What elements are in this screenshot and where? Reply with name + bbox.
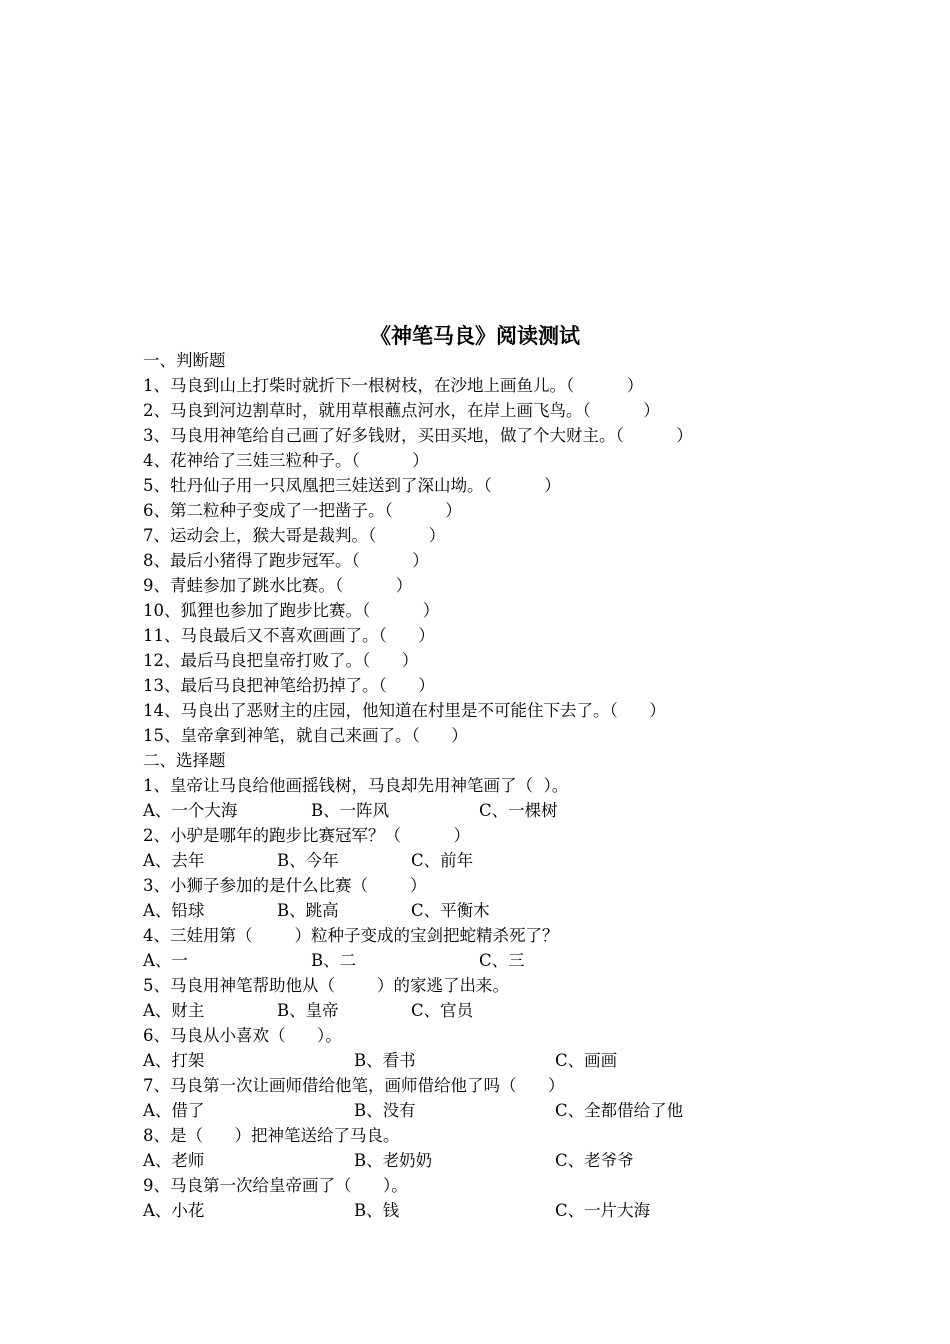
- tf-item-6: 6、第二粒种子变成了一把凿子。（ ）: [143, 501, 462, 520]
- mc-question-8: 8、是（ ）把神笔送给了马良。: [143, 1126, 400, 1145]
- mc-options-9: [143, 1198, 923, 1223]
- mc-question-9: 9、马良第一次给皇帝画了（ ）。: [143, 1176, 408, 1195]
- mc-option-b: B、老奶奶: [354, 1151, 433, 1170]
- mc-option-c: C、一片大海: [555, 1201, 651, 1220]
- mc-options-3: [143, 898, 923, 923]
- mc-option-b: B、今年: [277, 851, 339, 870]
- tf-item-10: 10、狐狸也参加了跑步比赛。（ ）: [143, 601, 440, 620]
- mc-option-b: B、跳高: [277, 901, 339, 920]
- mc-option-c: C、画画: [555, 1051, 618, 1070]
- mc-option-a: A、老师: [143, 1151, 205, 1170]
- tf-item-9: 9、青蛙参加了跳水比赛。（ ）: [143, 576, 413, 595]
- mc-option-b: B、看书: [354, 1051, 416, 1070]
- mc-options-8: [143, 1148, 923, 1173]
- mc-option-c: C、三: [479, 951, 525, 970]
- mc-option-a: A、小花: [143, 1201, 205, 1220]
- tf-item-14: 14、马良出了恶财主的庄园，他知道在村里是不可能住下去了。（ ）: [143, 701, 666, 720]
- section-heading-multiple-choice: 二、选择题: [143, 751, 226, 770]
- tf-item-11: 11、马良最后又不喜欢画画了。（ ）: [143, 626, 435, 645]
- mc-question-5: 5、马良用神笔帮助他从（ ）的家逃了出来。: [143, 976, 509, 995]
- tf-item-13: 13、最后马良把神笔给扔掉了。（ ）: [143, 676, 435, 695]
- mc-option-a: A、借了: [143, 1101, 205, 1120]
- document-title: 《神笔马良》阅读测试: [370, 323, 580, 348]
- mc-options-1: [143, 798, 923, 823]
- tf-item-4: 4、花神给了三娃三粒种子。（ ）: [143, 451, 429, 470]
- mc-options-4: [143, 948, 923, 973]
- tf-item-7: 7、运动会上，猴大哥是裁判。（ ）: [143, 526, 446, 545]
- mc-question-3: 3、小狮子参加的是什么比赛（ ）: [143, 876, 427, 895]
- mc-option-b: B、没有: [354, 1101, 416, 1120]
- mc-option-a: A、一个大海: [143, 801, 238, 820]
- mc-question-2: 2、小驴是哪年的跑步比赛冠军？（ ）: [143, 826, 470, 845]
- mc-option-a: A、打架: [143, 1051, 205, 1070]
- mc-question-6: 6、马良从小喜欢（ ）。: [143, 1026, 342, 1045]
- mc-option-a: A、铅球: [143, 901, 205, 920]
- tf-item-8: 8、最后小猪得了跑步冠军。（ ）: [143, 551, 429, 570]
- tf-item-5: 5、牡丹仙子用一只凤凰把三娃送到了深山坳。（ ）: [143, 476, 561, 495]
- mc-option-c: C、一棵树: [479, 801, 558, 820]
- mc-options-2: [143, 848, 923, 873]
- tf-item-2: 2、马良到河边割草时，就用草根蘸点河水，在岸上画飞鸟。（ ）: [143, 401, 660, 420]
- mc-option-c: C、全都借给了他: [555, 1101, 684, 1120]
- mc-question-7: 7、马良第一次让画师借给他笔，画师借给他了吗（ ）: [143, 1076, 565, 1095]
- mc-option-c: C、平衡木: [411, 901, 490, 920]
- mc-option-b: B、二: [311, 951, 357, 970]
- mc-option-a: A、去年: [143, 851, 205, 870]
- mc-option-b: B、钱: [354, 1201, 400, 1220]
- section-heading-true-false: 一、判断题: [143, 351, 226, 370]
- mc-option-c: C、前年: [411, 851, 474, 870]
- quiz-content: [143, 348, 923, 1223]
- mc-options-7: [143, 1098, 923, 1123]
- tf-item-3: 3、马良用神笔给自己画了好多钱财，买田买地，做了个大财主。（ ）: [143, 426, 693, 445]
- mc-option-c: C、老爷爷: [555, 1151, 634, 1170]
- mc-question-1: 1、皇帝让马良给他画摇钱树，马良却先用神笔画了（ ）。: [143, 776, 569, 795]
- mc-option-b: B、皇帝: [277, 1001, 339, 1020]
- mc-options-6: [143, 1048, 923, 1073]
- tf-item-12: 12、最后马良把皇帝打败了。（ ）: [143, 651, 419, 670]
- mc-option-b: B、一阵风: [311, 801, 390, 820]
- mc-question-4: 4、三娃用第（ ）粒种子变成的宝剑把蛇精杀死了？: [143, 926, 559, 945]
- tf-item-15: 15、皇帝拿到神笔，就自己来画了。（ ）: [143, 726, 468, 745]
- tf-item-1: 1、马良到山上打柴时就折下一根树枝，在沙地上画鱼儿。（ ）: [143, 376, 644, 395]
- mc-option-c: C、官员: [411, 1001, 474, 1020]
- mc-options-5: [143, 998, 923, 1023]
- mc-option-a: A、一: [143, 951, 188, 970]
- mc-option-a: A、财主: [143, 1001, 205, 1020]
